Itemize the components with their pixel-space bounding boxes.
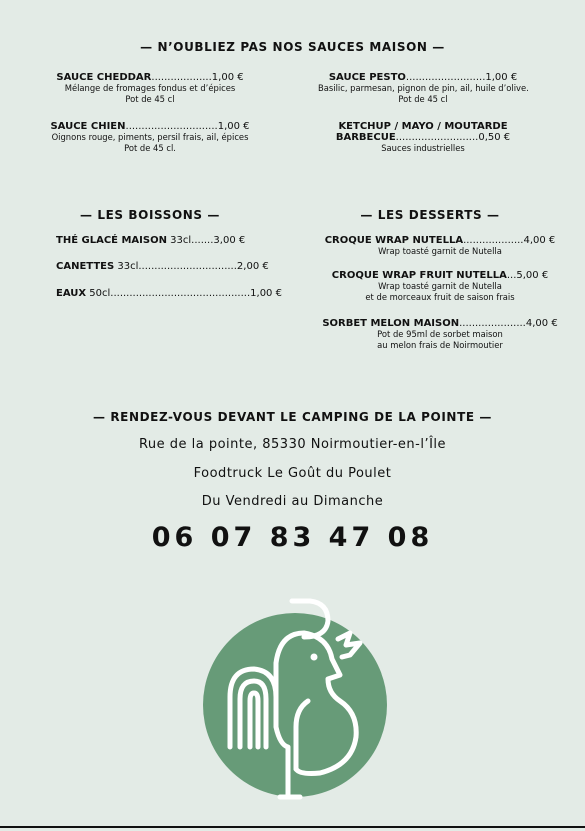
item-price: 4,00 €	[525, 318, 558, 329]
address-text: Rue de la pointe, 85330 Noirmoutier-en-l’Île	[138, 437, 447, 452]
item-size: 50cl	[86, 288, 111, 299]
item-price: 4,00 €	[523, 235, 556, 246]
boisson-item	[56, 235, 256, 246]
item-dots: .............................	[125, 121, 218, 132]
item-dots: ...	[506, 270, 517, 281]
item-description: et de morceaux fruit de saison frais	[365, 292, 515, 302]
item-name: SORBET MELON MAISON	[322, 318, 460, 329]
item-description: Wrap toasté garnit de Nutella	[378, 281, 502, 291]
item-description: Basilic, parmesan, pignon de pin, ail, huile d’olive.	[318, 83, 529, 93]
item-name: SAUCE PESTO	[328, 72, 406, 83]
dessert-item	[315, 270, 565, 303]
item-name: CROQUE WRAP FRUIT NUTELLA	[331, 270, 507, 281]
sauce-industrielle-item	[318, 121, 528, 154]
item-description: au melon frais de Noirmoutier	[377, 340, 503, 350]
sauce-chien-item	[35, 121, 265, 154]
item-price: 1,00 €	[485, 72, 518, 83]
dessert-item	[315, 318, 565, 351]
sauces-heading: — N’OUBLIEZ PAS NOS SAUCES MAISON —	[140, 40, 445, 54]
foodtruck-name: Foodtruck Le Goût du Poulet	[193, 466, 392, 481]
item-description: Pot de 45 cl	[125, 94, 175, 104]
item-description: Oignons rouge, piments, persil frais, ail, épices	[51, 132, 249, 142]
item-description: Wrap toasté garnit de Nutella	[378, 246, 502, 256]
item-size: 33cl	[114, 261, 139, 272]
rooster-eye	[311, 654, 318, 661]
rooster-icon	[200, 597, 390, 812]
item-name: BARBECUE	[335, 132, 396, 143]
item-name: CANETTES	[56, 261, 115, 272]
item-price: 0,50 €	[478, 132, 511, 143]
desserts-heading: — LES DESSERTS —	[360, 208, 500, 222]
item-dots: ...................	[463, 235, 524, 246]
boissons-heading: — LES BOISSONS —	[79, 208, 221, 222]
item-name: THÉ GLACÉ MAISON	[56, 235, 167, 246]
item-price: 2,00 €	[236, 261, 269, 272]
boisson-item	[56, 288, 282, 299]
item-dots: .......	[191, 235, 214, 246]
item-price: 1,00 €	[250, 288, 282, 299]
item-description: Pot de 45 cl	[398, 94, 448, 104]
item-price: 5,00 €	[516, 270, 549, 281]
item-description: Sauces industrielles	[381, 143, 465, 153]
item-name: KETCHUP / MAYO / MOUTARDE	[338, 121, 508, 132]
item-dots: .........................	[405, 72, 486, 83]
sauce-cheddar-item	[45, 72, 255, 105]
item-dots: .....................	[459, 318, 526, 329]
item-description: Mélange de fromages fondus et d’épices	[64, 83, 236, 93]
item-dots: ..........................	[395, 132, 479, 143]
dessert-item	[315, 235, 565, 257]
item-description: Pot de 45 cl.	[124, 143, 176, 153]
phone-number[interactable]: 06 07 83 47 08	[151, 522, 434, 553]
item-price: 3,00 €	[213, 235, 246, 246]
item-name: CROQUE WRAP NUTELLA	[324, 235, 464, 246]
page-edge	[0, 826, 585, 828]
item-name: SAUCE CHEDDAR	[56, 72, 152, 83]
item-dots: ...............................	[138, 261, 237, 272]
item-price: 1,00 €	[211, 72, 244, 83]
sauce-pesto-item	[318, 72, 528, 105]
rendezvous-heading: — RENDEZ-VOUS DEVANT LE CAMPING DE LA POINTE —	[92, 410, 493, 424]
item-price: 1,00 €	[217, 121, 250, 132]
item-size: 33cl	[166, 235, 192, 246]
item-name: SAUCE CHIEN	[50, 121, 126, 132]
item-description: Pot de 95ml de sorbet maison	[377, 329, 503, 339]
item-dots: ............................................	[110, 288, 251, 299]
item-dots: ...................	[151, 72, 212, 83]
boisson-item	[56, 261, 269, 272]
opening-days: Du Vendredi au Dimanche	[201, 494, 384, 509]
item-name: EAUX	[56, 288, 87, 299]
